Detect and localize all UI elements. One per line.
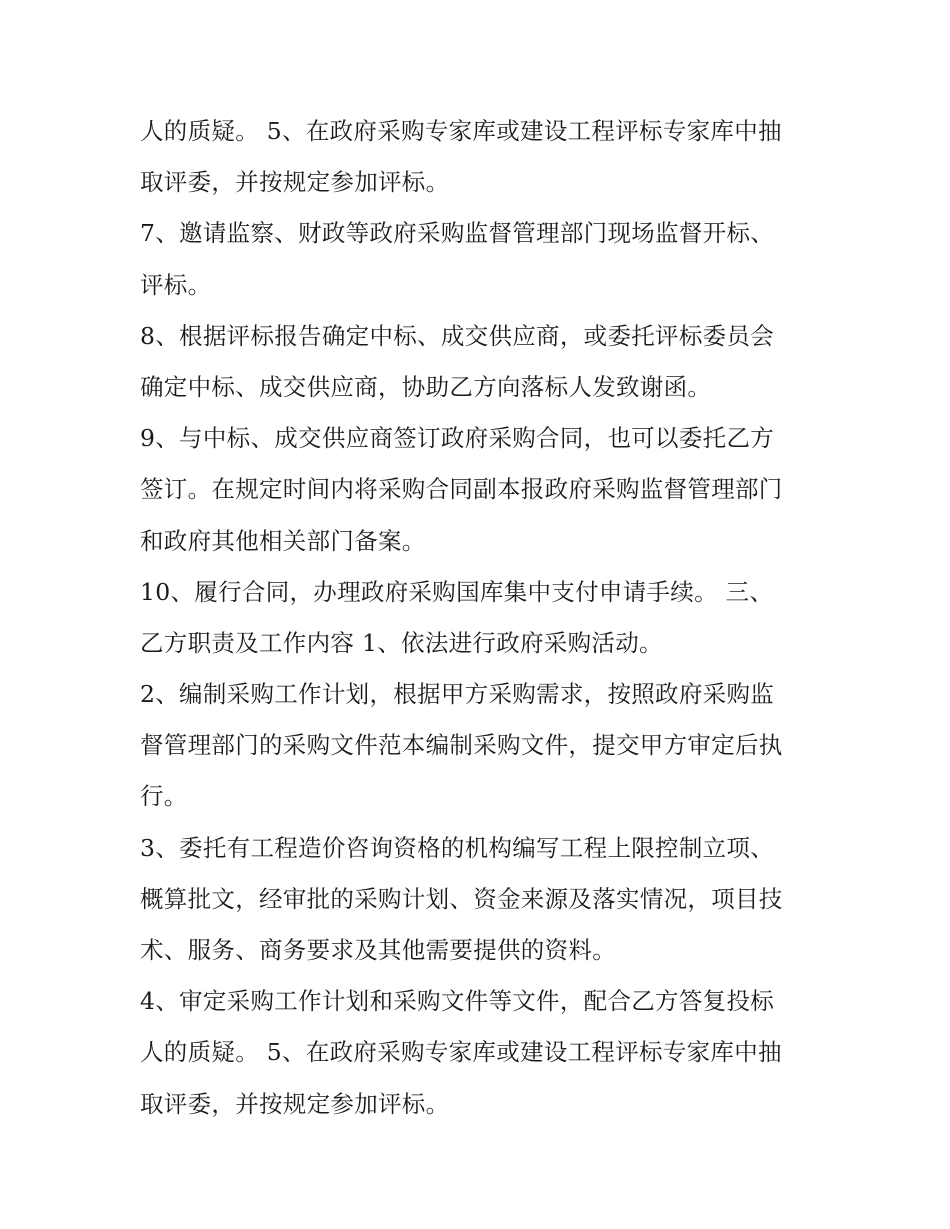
text-line: 7、邀请监察、财政等政府采购监督管理部门现场监督开标、 <box>140 219 775 248</box>
text-line: 取评委，并按规定参加评标。 <box>140 1089 450 1118</box>
text-line: 评标。 <box>140 270 212 299</box>
document-body <box>140 106 820 1130</box>
text-line: 和政府其他相关部门备案。 <box>140 526 426 555</box>
text-line: 取评委，并按规定参加评标。 <box>140 168 450 197</box>
text-line: 2、编制采购工作计划，根据甲方采购需求，按照政府采购监 <box>140 680 775 709</box>
text-line: 8、根据评标报告确定中标、成交供应商，或委托评标委员会 <box>140 321 775 350</box>
text-line: 人的质疑。 5、在政府采购专家库或建设工程评标专家库中抽 <box>140 1038 782 1067</box>
text-line: 概算批文，经审批的采购计划、资金来源及落实情况，项目技 <box>140 884 783 913</box>
text-line: 确定中标、成交供应商，协助乙方向落标人发致谢函。 <box>140 372 712 401</box>
text-line: 4、审定采购工作计划和采购文件等文件，配合乙方答复投标 <box>140 987 775 1016</box>
text-line: 人的质疑。 5、在政府采购专家库或建设工程评标专家库中抽 <box>140 117 782 145</box>
text-line: 10、履行合同，办理政府采购国库集中支付申请手续。 三、 <box>140 577 774 606</box>
text-line: 签订。在规定时间内将采购合同副本报政府采购监督管理部门 <box>140 475 783 504</box>
text-line: 督管理部门的采购文件范本编制采购文件，提交甲方审定后执 <box>140 731 783 760</box>
text-line: 术、服务、商务要求及其他需要提供的资料。 <box>140 936 616 964</box>
text-line: 3、委托有工程造价咨询资格的机构编写工程上限控制立项、 <box>140 833 775 862</box>
text-line: 乙方职责及工作内容 1、依法进行政府采购活动。 <box>140 628 663 657</box>
text-line: 9、与中标、成交供应商签订政府采购合同，也可以委托乙方 <box>140 424 775 453</box>
text-line: 行。 <box>140 782 188 811</box>
